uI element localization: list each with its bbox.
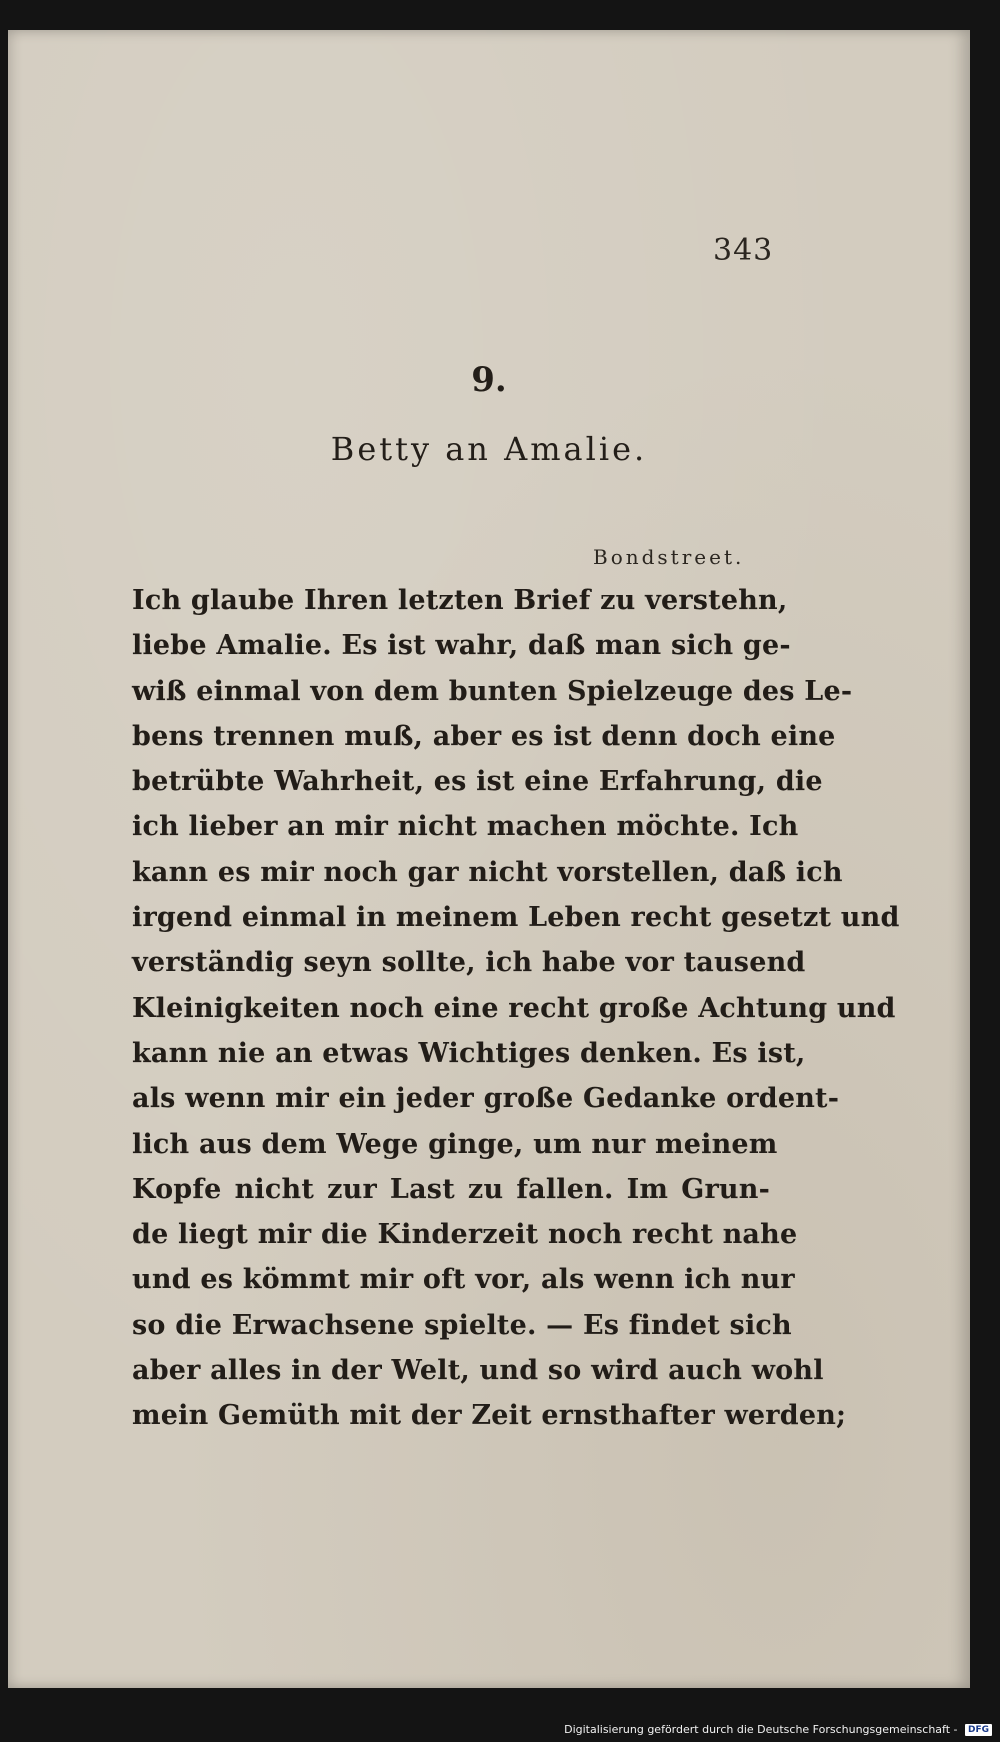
letter-title: Betty an Amalie.: [330, 430, 648, 468]
text-line: wiß einmal von dem bunten Spielzeuge des Le-: [132, 675, 853, 707]
page-number: 343: [713, 233, 774, 268]
letter-place: Bondstreet.: [593, 545, 745, 569]
text-line: betrübte Wahrheit, es ist eine Erfahrung, die: [132, 766, 823, 798]
book-page: [8, 30, 970, 1688]
text-line: Kleinigkeiten noch eine recht große Achtung und: [132, 992, 896, 1024]
text-line: ich lieber an mir nicht machen möchte. Ich: [132, 811, 799, 843]
text-line: kann es mir noch gar nicht vorstellen, daß ich: [132, 856, 843, 888]
text-line: so die Erwachsene spielte. — Es findet sich: [132, 1309, 792, 1341]
text-line: Kopfe nicht zur Last zu fallen. Im Grun-: [132, 1173, 770, 1205]
text-line: liebe Amalie. Es ist wahr, daß man sich ge-: [132, 630, 791, 662]
text-line: kann nie an etwas Wichtiges denken. Es ist,: [132, 1037, 806, 1069]
text-line: bens trennen muß, aber es ist denn doch eine: [132, 720, 836, 752]
text-line: als wenn mir ein jeder große Gedanke ordent-: [132, 1083, 840, 1115]
text-line: verständig seyn sollte, ich habe vor tausend: [132, 947, 806, 979]
letter-body: [132, 578, 900, 1439]
dfg-logo: DFG: [965, 1724, 992, 1736]
text-line: Ich glaube Ihren letzten Brief zu verstehn,: [132, 585, 788, 616]
text-line: und es kömmt mir oft vor, als wenn ich nur: [132, 1264, 795, 1296]
text-line: irgend einmal in meinem Leben recht gesetzt und: [132, 902, 900, 934]
credit-text: Digitalisierung gefördert durch die Deutsche Forschungsgemeinschaft -: [564, 1723, 958, 1736]
text-line: aber alles in der Welt, und so wird auch wohl: [132, 1355, 824, 1387]
text-line: mein Gemüth mit der Zeit ernsthafter werden;: [132, 1400, 847, 1432]
text-line: de liegt mir die Kinderzeit noch recht nahe: [132, 1219, 798, 1251]
digitization-credit: [564, 1723, 992, 1736]
text-line: lich aus dem Wege ginge, um nur meinem: [132, 1128, 778, 1160]
letter-number: 9.: [471, 360, 507, 400]
